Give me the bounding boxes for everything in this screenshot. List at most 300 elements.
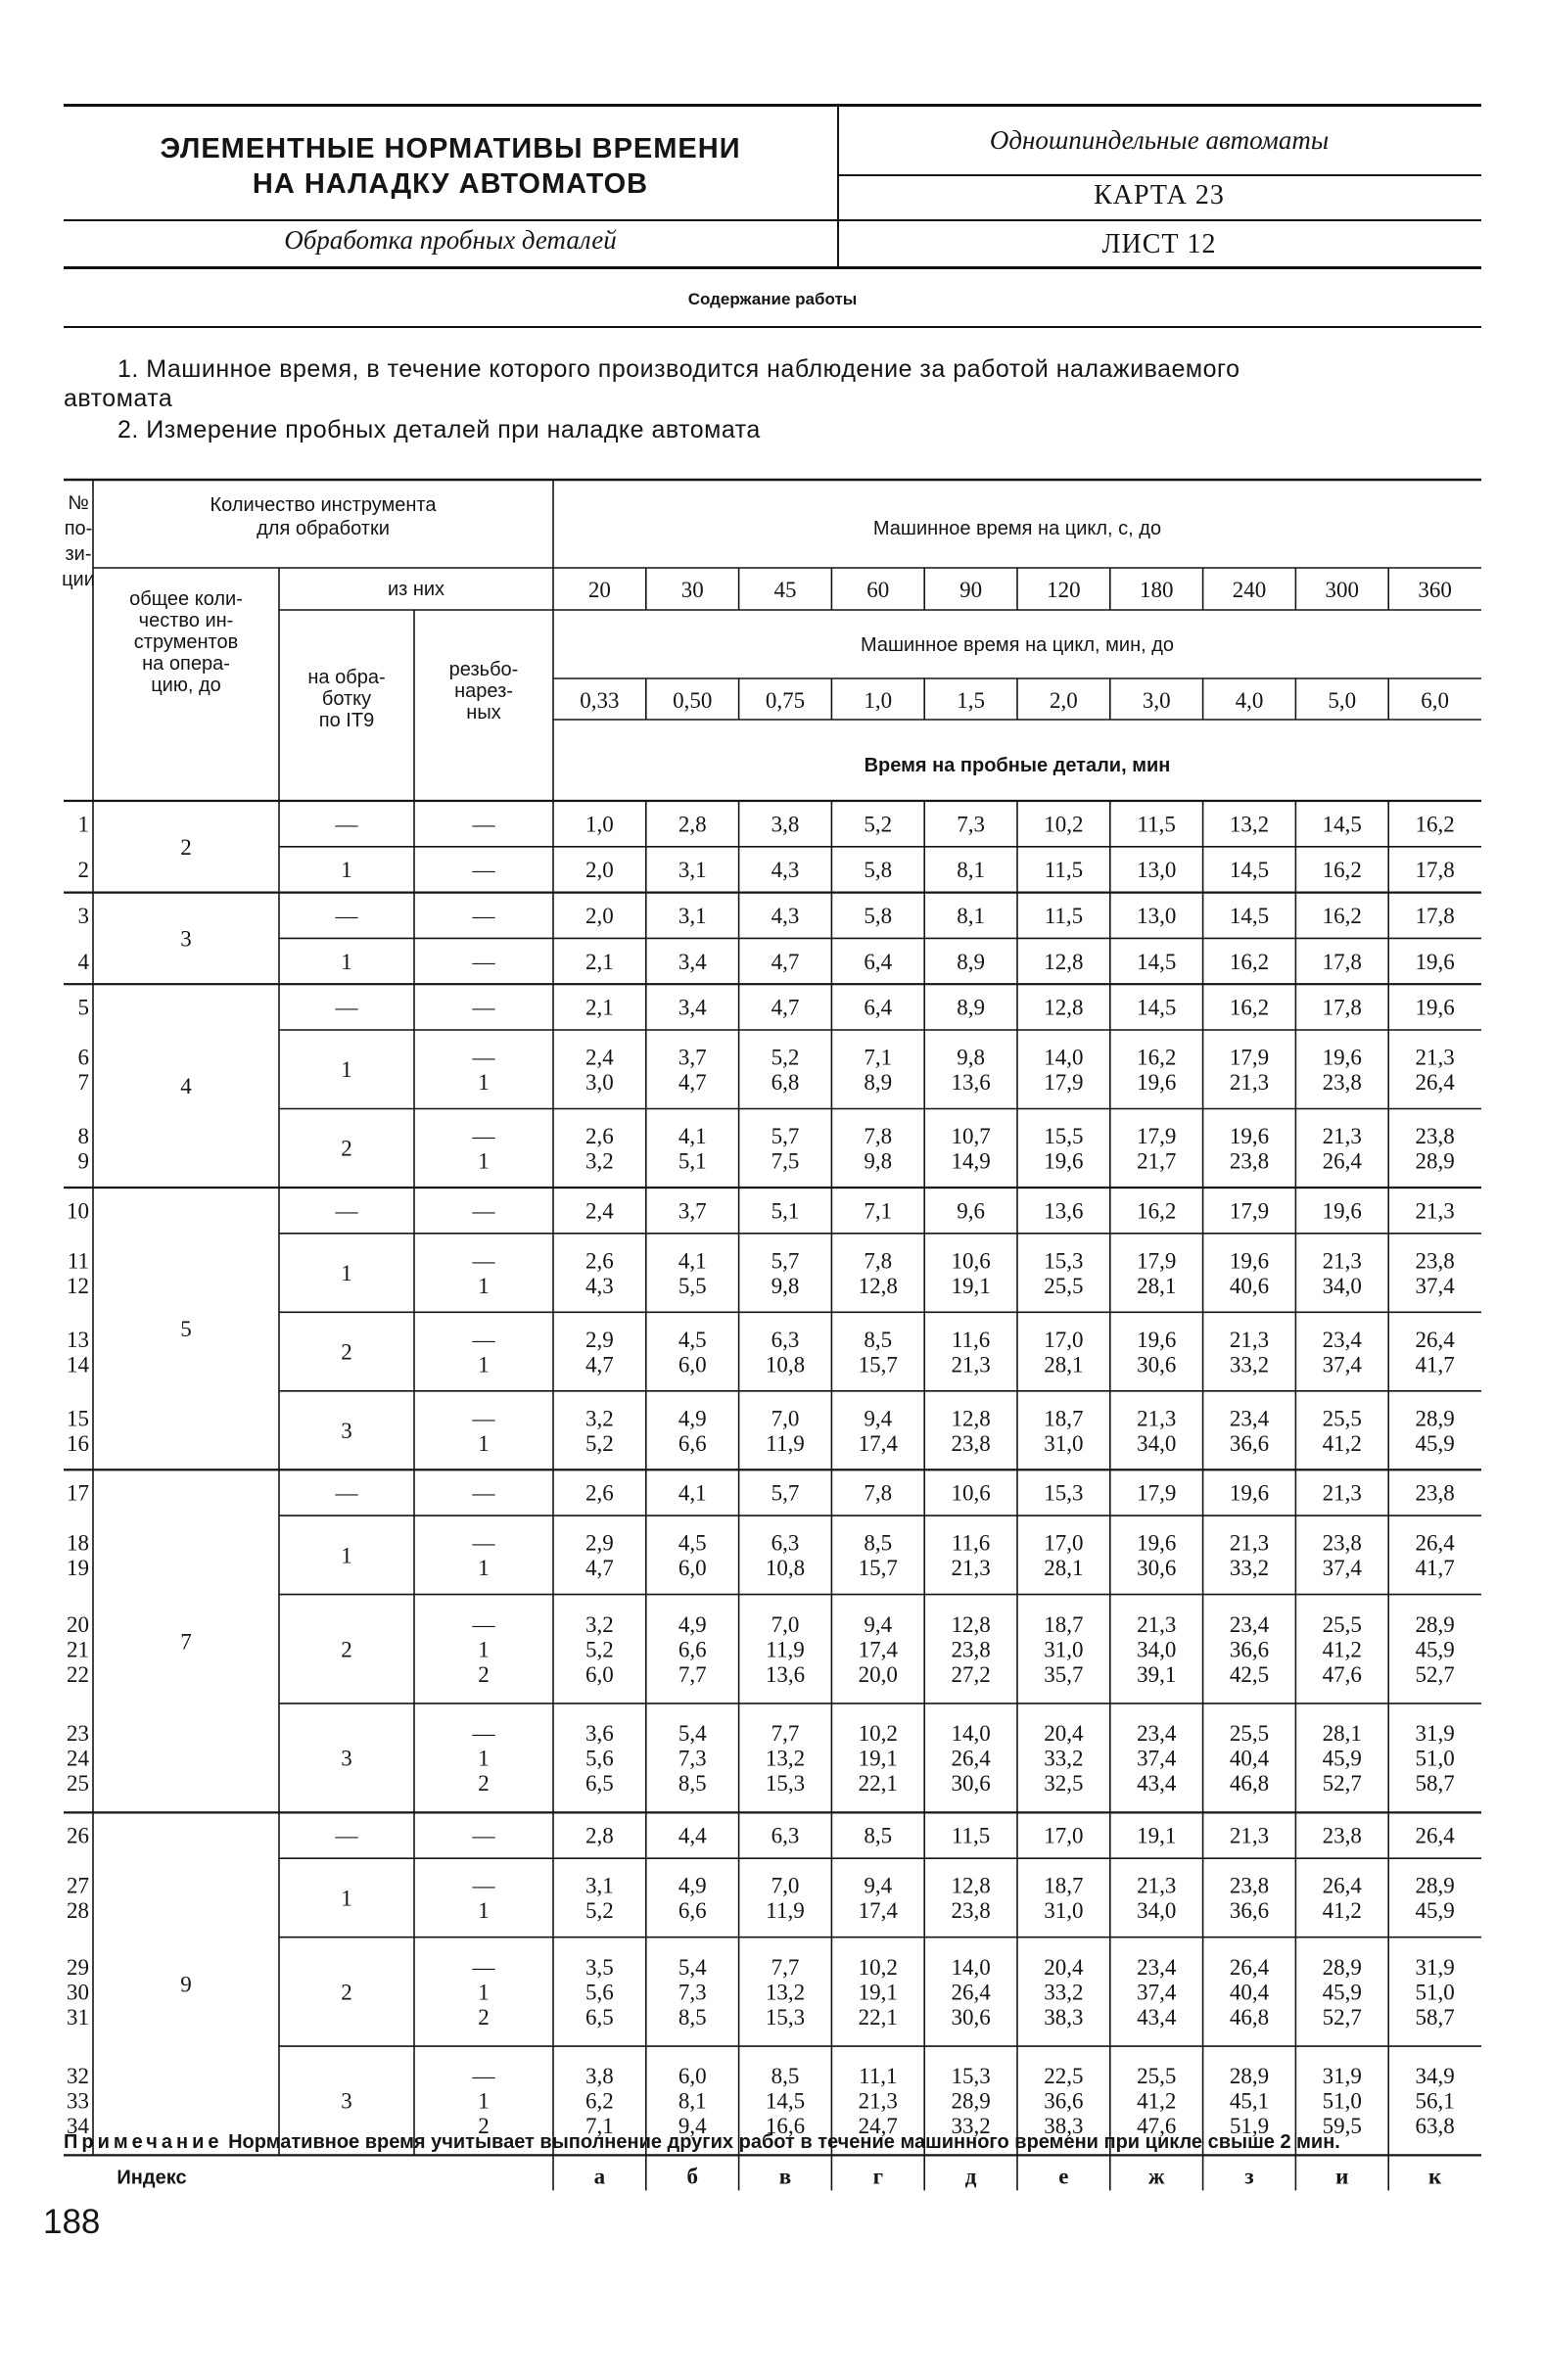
threading-count-cell: 1 (478, 1898, 490, 1924)
time-value-cell: 17,9 (1044, 1069, 1084, 1095)
time-value-cell: 21,3 (1415, 1198, 1455, 1224)
time-value-cell: 13,6 (765, 1661, 806, 1687)
time-value-cell: 18,7 (1044, 1611, 1084, 1637)
header-trial-time-label: Время на пробные детали, мин (864, 755, 1171, 776)
time-value-cell: 17,0 (1044, 1327, 1084, 1352)
time-value-cell: 4,5 (678, 1530, 707, 1556)
time-value-cell: 4,7 (771, 995, 800, 1020)
time-value-cell: 33,2 (951, 2114, 991, 2139)
time-value-cell: 5,7 (771, 1248, 800, 1274)
time-value-cell: 11,6 (951, 1327, 991, 1352)
time-value-cell: 6,3 (771, 1530, 800, 1556)
time-value-cell: 41,2 (1322, 1898, 1362, 1924)
time-value-cell: 19,6 (1415, 995, 1455, 1020)
time-value-cell: 26,4 (1415, 1823, 1455, 1848)
threading-count-cell: 2 (478, 1771, 490, 1797)
time-value-cell: 12,8 (951, 1611, 991, 1637)
threading-count-cell: — (472, 1530, 495, 1556)
header-minutes-value: 5,0 (1328, 688, 1357, 713)
time-value-cell: 8,5 (771, 2064, 800, 2089)
time-value-cell: 23,8 (1415, 1480, 1455, 1506)
time-value-cell: 45,9 (1322, 1980, 1362, 2005)
time-value-cell: 36,6 (1229, 1430, 1270, 1456)
time-value-cell: 51,9 (1229, 2114, 1270, 2139)
time-value-cell: 17,9 (1137, 1480, 1177, 1506)
content-item-2: 2. Измерение пробных деталей при наладке автомата (117, 416, 761, 443)
machining-count-cell: — (335, 1480, 358, 1506)
time-value-cell: 14,0 (1044, 1045, 1084, 1070)
threading-count-cell: 1 (478, 1637, 490, 1662)
time-value-cell: 37,4 (1322, 1556, 1362, 1581)
time-value-cell: 31,9 (1322, 2064, 1362, 2089)
time-value-cell: 6,2 (585, 2088, 614, 2114)
header-seconds-value: 360 (1418, 578, 1452, 602)
time-value-cell: 8,5 (678, 2004, 707, 2030)
time-value-cell: 46,8 (1229, 1771, 1270, 1797)
time-value-cell: 19,6 (1137, 1069, 1177, 1095)
time-value-cell: 2,6 (585, 1123, 614, 1148)
time-value-cell: 7,8 (864, 1123, 893, 1148)
time-value-cell: 37,4 (1137, 1980, 1177, 2005)
machining-count-cell: — (335, 812, 358, 837)
position-number-cell: 3 (77, 904, 89, 928)
time-value-cell: 14,5 (1137, 949, 1177, 974)
position-number-cell: 12 (67, 1273, 89, 1298)
time-value-cell: 17,4 (858, 1637, 898, 1662)
time-value-cell: 12,8 (951, 1406, 991, 1431)
time-value-cell: 14,5 (1229, 858, 1270, 883)
time-value-cell: 12,8 (1044, 995, 1084, 1020)
time-value-cell: 7,3 (678, 1980, 707, 2005)
time-value-cell: 31,9 (1415, 1954, 1455, 1980)
time-value-cell: 5,8 (864, 858, 893, 883)
time-value-cell: 51,0 (1415, 1980, 1455, 2005)
time-value-cell: 21,3 (1229, 1823, 1270, 1848)
time-value-cell: 14,5 (1229, 904, 1270, 928)
time-value-cell: 46,8 (1229, 2004, 1270, 2030)
time-value-cell: 12,8 (858, 1273, 898, 1298)
time-value-cell: 6,0 (678, 2064, 707, 2089)
time-value-cell: 16,2 (1322, 904, 1362, 928)
header-left-rule (64, 219, 837, 221)
time-value-cell: 15,3 (765, 1771, 806, 1797)
index-value-cell: к (1427, 2164, 1442, 2189)
time-value-cell: 35,7 (1044, 1661, 1084, 1687)
header-right-rule-2 (837, 219, 1481, 221)
threading-count-cell: — (472, 812, 495, 837)
time-value-cell: 26,4 (1322, 1873, 1362, 1898)
time-value-cell: 13,6 (951, 1069, 991, 1095)
time-value-cell: 4,7 (585, 1352, 614, 1377)
header-total-tools-label: чество ин- (138, 610, 234, 631)
time-value-cell: 19,6 (1322, 1045, 1362, 1070)
time-value-cell: 5,2 (771, 1045, 800, 1070)
header-minutes-value: 2,0 (1050, 688, 1078, 713)
time-value-cell: 21,3 (1322, 1123, 1362, 1148)
time-value-cell: 2,0 (585, 858, 614, 883)
time-value-cell: 45,9 (1322, 1746, 1362, 1771)
time-value-cell: 19,1 (1137, 1823, 1177, 1848)
time-value-cell: 27,2 (951, 1661, 991, 1687)
time-value-cell: 25,5 (1044, 1273, 1084, 1298)
time-value-cell: 38,3 (1044, 2004, 1084, 2030)
header-tools-label: Количество инструмента (210, 494, 437, 516)
time-value-cell: 19,6 (1137, 1327, 1177, 1352)
time-value-cell: 16,2 (1137, 1198, 1177, 1224)
time-value-cell: 11,5 (1044, 858, 1084, 883)
header-bottom-rule (64, 266, 1481, 269)
position-number-cell: 21 (67, 1637, 89, 1662)
time-value-cell: 2,4 (585, 1045, 614, 1070)
threading-count-cell: 1 (478, 1556, 490, 1581)
header-position-label: № (68, 492, 89, 514)
time-value-cell: 8,9 (957, 995, 985, 1020)
time-value-cell: 18,7 (1044, 1406, 1084, 1431)
time-value-cell: 25,5 (1137, 2064, 1177, 2089)
time-value-cell: 28,1 (1044, 1352, 1084, 1377)
time-value-cell: 19,1 (858, 1980, 898, 2005)
time-value-cell: 14,0 (951, 1954, 991, 1980)
threading-count-cell: — (472, 1611, 495, 1637)
time-value-cell: 23,8 (1415, 1248, 1455, 1274)
header-minutes-value: 1,0 (864, 688, 893, 713)
time-value-cell: 12,8 (951, 1873, 991, 1898)
time-value-cell: 17,9 (1137, 1123, 1177, 1148)
index-value-cell: г (872, 2164, 884, 2189)
time-value-cell: 19,6 (1137, 1530, 1177, 1556)
time-value-cell: 6,3 (771, 1327, 800, 1352)
time-value-cell: 11,5 (1044, 904, 1084, 928)
time-value-cell: 52,7 (1415, 1661, 1455, 1687)
header-seconds-value: 20 (587, 578, 611, 602)
header-machining-label: на обра- (307, 667, 386, 688)
threading-count-cell: 1 (478, 1430, 490, 1456)
time-value-cell: 31,0 (1044, 1898, 1084, 1924)
time-value-cell: 15,3 (1044, 1248, 1084, 1274)
time-value-cell: 40,4 (1229, 1746, 1270, 1771)
threading-count-cell: — (472, 1721, 495, 1747)
time-value-cell: 36,6 (1229, 1637, 1270, 1662)
time-value-cell: 2,1 (585, 949, 614, 974)
time-value-cell: 23,8 (1415, 1123, 1455, 1148)
index-value-cell: ж (1147, 2164, 1165, 2189)
time-value-cell: 3,0 (585, 1069, 614, 1095)
threading-count-cell: — (472, 1480, 495, 1506)
position-number-cell: 31 (67, 2004, 89, 2030)
time-value-cell: 26,4 (1415, 1069, 1455, 1095)
total-tools-cell: 9 (180, 1972, 192, 1997)
time-value-cell: 23,8 (951, 1898, 991, 1924)
time-value-cell: 33,2 (1229, 1352, 1270, 1377)
machining-count-cell: 1 (341, 1261, 352, 1286)
time-value-cell: 2,6 (585, 1248, 614, 1274)
time-value-cell: 5,6 (585, 1746, 614, 1771)
header-total-tools-label: общее коли- (129, 588, 243, 610)
position-number-cell: 9 (77, 1148, 89, 1174)
time-value-cell: 34,0 (1322, 1273, 1362, 1298)
time-value-cell: 58,7 (1415, 2004, 1455, 2030)
time-value-cell: 8,1 (957, 858, 985, 883)
time-value-cell: 14,5 (1137, 995, 1177, 1020)
time-value-cell: 19,6 (1415, 949, 1455, 974)
time-value-cell: 21,3 (1229, 1530, 1270, 1556)
time-value-cell: 8,5 (864, 1823, 893, 1848)
position-number-cell: 2 (77, 858, 89, 883)
time-value-cell: 15,3 (765, 2004, 806, 2030)
time-value-cell: 32,5 (1044, 1771, 1084, 1797)
header-threading-label: нарез- (454, 680, 513, 702)
time-value-cell: 10,2 (858, 1721, 898, 1747)
time-value-cell: 11,6 (951, 1530, 991, 1556)
time-value-cell: 7,1 (585, 2114, 614, 2139)
time-value-cell: 4,9 (678, 1611, 707, 1637)
time-value-cell: 4,1 (678, 1480, 707, 1506)
machining-count-cell: 2 (341, 1136, 352, 1161)
time-value-cell: 39,1 (1137, 1661, 1177, 1687)
time-value-cell: 17,9 (1229, 1198, 1270, 1224)
time-value-cell: 7,1 (864, 1198, 893, 1224)
header-seconds-value: 300 (1325, 578, 1360, 602)
time-value-cell: 9,4 (864, 1406, 893, 1431)
time-value-cell: 19,6 (1044, 1148, 1084, 1174)
position-number-cell: 33 (67, 2088, 89, 2114)
time-value-cell: 10,6 (951, 1480, 991, 1506)
position-number-cell: 11 (67, 1248, 89, 1274)
time-value-cell: 5,7 (771, 1123, 800, 1148)
time-value-cell: 28,9 (951, 2088, 991, 2114)
time-value-cell: 56,1 (1415, 2088, 1455, 2114)
time-value-cell: 45,1 (1229, 2088, 1270, 2114)
time-value-cell: 33,2 (1044, 1980, 1084, 2005)
time-value-cell: 13,0 (1137, 858, 1177, 883)
time-value-cell: 5,2 (585, 1430, 614, 1456)
time-value-cell: 13,2 (765, 1746, 806, 1771)
time-value-cell: 4,1 (678, 1248, 707, 1274)
time-value-cell: 21,3 (951, 1556, 991, 1581)
time-value-cell: 3,2 (585, 1406, 614, 1431)
time-value-cell: 21,3 (951, 1352, 991, 1377)
position-number-cell: 5 (77, 995, 89, 1020)
threading-count-cell: — (472, 858, 495, 883)
time-value-cell: 3,4 (678, 949, 707, 974)
time-value-cell: 7,1 (864, 1045, 893, 1070)
time-value-cell: 4,1 (678, 1123, 707, 1148)
time-value-cell: 17,0 (1044, 1823, 1084, 1848)
time-value-cell: 5,7 (771, 1480, 800, 1506)
time-value-cell: 17,8 (1415, 904, 1455, 928)
time-value-cell: 4,9 (678, 1406, 707, 1431)
threading-count-cell: — (472, 1045, 495, 1070)
time-value-cell: 5,5 (678, 1273, 707, 1298)
time-value-cell: 2,9 (585, 1530, 614, 1556)
time-value-cell: 20,0 (858, 1661, 898, 1687)
header-minutes-value: 3,0 (1142, 688, 1171, 713)
time-value-cell: 26,4 (1415, 1327, 1455, 1352)
time-value-cell: 23,8 (1322, 1823, 1362, 1848)
time-value-cell: 16,2 (1415, 812, 1455, 837)
time-value-cell: 51,0 (1415, 1746, 1455, 1771)
sheet-number: ЛИСТ 12 (1101, 229, 1217, 259)
time-value-cell: 14,0 (951, 1721, 991, 1747)
time-value-cell: 17,8 (1322, 949, 1362, 974)
time-value-cell: 21,3 (1415, 1045, 1455, 1070)
header-of-them-label: из них (387, 579, 445, 600)
time-value-cell: 26,4 (1415, 1530, 1455, 1556)
machine-type: Одношпиндельные автоматы (989, 125, 1330, 155)
threading-count-cell: 1 (478, 1148, 490, 1174)
threading-count-cell: 1 (478, 1273, 490, 1298)
time-value-cell: 4,3 (771, 904, 800, 928)
time-value-cell: 13,0 (1137, 904, 1177, 928)
time-value-cell: 23,8 (951, 1430, 991, 1456)
threading-count-cell: — (472, 2064, 495, 2089)
machining-count-cell: 1 (341, 1886, 352, 1911)
position-number-cell: 25 (67, 1771, 89, 1797)
time-value-cell: 11,1 (859, 2064, 898, 2089)
header-total-tools-label: струментов (133, 631, 239, 653)
time-value-cell: 37,4 (1322, 1352, 1362, 1377)
time-value-cell: 19,6 (1229, 1123, 1270, 1148)
time-value-cell: 52,7 (1322, 2004, 1362, 2030)
time-value-cell: 6,6 (678, 1430, 707, 1456)
time-value-cell: 43,4 (1137, 1771, 1177, 1797)
time-value-cell: 5,2 (864, 812, 893, 837)
time-value-cell: 28,9 (1322, 1954, 1362, 1980)
time-value-cell: 9,4 (678, 2114, 707, 2139)
machining-count-cell: 3 (341, 1746, 352, 1771)
time-value-cell: 5,1 (771, 1198, 800, 1224)
machining-count-cell: 2 (341, 1980, 352, 2005)
threading-count-cell: — (472, 949, 495, 974)
time-value-cell: 11,5 (951, 1823, 991, 1848)
time-value-cell: 3,2 (585, 1611, 614, 1637)
time-value-cell: 26,4 (1322, 1148, 1362, 1174)
time-value-cell: 2,6 (585, 1480, 614, 1506)
time-value-cell: 19,1 (951, 1273, 991, 1298)
time-value-cell: 38,3 (1044, 2114, 1084, 2139)
time-value-cell: 23,8 (1322, 1069, 1362, 1095)
header-total-tools-label: на опера- (142, 653, 230, 675)
time-value-cell: 23,8 (951, 1637, 991, 1662)
time-value-cell: 17,9 (1229, 1045, 1270, 1070)
machining-count-cell: 2 (341, 1637, 352, 1662)
time-value-cell: 34,0 (1137, 1430, 1177, 1456)
header-minutes-value: 1,5 (957, 688, 985, 713)
position-number-cell: 8 (77, 1123, 89, 1148)
time-value-cell: 22,5 (1044, 2064, 1084, 2089)
time-value-cell: 24,7 (858, 2114, 898, 2139)
machining-count-cell: 1 (341, 1543, 352, 1568)
time-value-cell: 7,7 (771, 1721, 800, 1747)
time-value-cell: 1,0 (585, 812, 614, 837)
time-value-cell: 19,6 (1229, 1480, 1270, 1506)
time-value-cell: 42,5 (1229, 1661, 1270, 1687)
threading-count-cell: 1 (478, 1352, 490, 1377)
time-value-cell: 14,5 (1322, 812, 1362, 837)
position-number-cell: 14 (67, 1352, 89, 1377)
time-value-cell: 3,1 (678, 858, 707, 883)
time-value-cell: 17,4 (858, 1898, 898, 1924)
index-value-cell: а (593, 2164, 606, 2189)
title-line-2: НА НАЛАДКУ АВТОМАТОВ (252, 168, 649, 200)
time-value-cell: 8,5 (864, 1530, 893, 1556)
time-value-cell: 9,8 (771, 1273, 800, 1298)
time-value-cell: 7,7 (771, 1954, 800, 1980)
time-value-cell: 7,8 (864, 1480, 893, 1506)
time-value-cell: 16,2 (1229, 995, 1270, 1020)
header-total-tools-label: цию, до (151, 675, 221, 696)
time-value-cell: 7,3 (678, 1746, 707, 1771)
time-value-cell: 6,5 (585, 1771, 614, 1797)
time-value-cell: 8,5 (864, 1327, 893, 1352)
total-tools-cell: 7 (180, 1629, 192, 1655)
time-value-cell: 3,5 (585, 1954, 614, 1980)
threading-count-cell: — (472, 1406, 495, 1431)
time-value-cell: 6,5 (585, 2004, 614, 2030)
time-value-cell: 11,9 (766, 1898, 805, 1924)
machining-count-cell: 3 (341, 1419, 352, 1444)
time-value-cell: 3,2 (585, 1148, 614, 1174)
time-value-cell: 30,6 (951, 2004, 991, 2030)
time-value-cell: 9,8 (864, 1148, 893, 1174)
machining-count-cell: — (335, 1823, 358, 1848)
time-value-cell: 23,4 (1322, 1327, 1362, 1352)
time-value-cell: 9,6 (957, 1198, 985, 1224)
time-value-cell: 41,7 (1415, 1352, 1455, 1377)
threading-count-cell: 2 (478, 1661, 490, 1687)
time-value-cell: 34,0 (1137, 1637, 1177, 1662)
position-number-cell: 28 (67, 1898, 89, 1924)
time-value-cell: 2,4 (585, 1198, 614, 1224)
time-value-cell: 4,9 (678, 1873, 707, 1898)
time-value-cell: 34,0 (1137, 1898, 1177, 1924)
time-value-cell: 21,3 (1137, 1406, 1177, 1431)
time-value-cell: 11,9 (766, 1637, 805, 1662)
time-value-cell: 3,8 (585, 2064, 614, 2089)
time-value-cell: 40,6 (1229, 1273, 1270, 1298)
time-value-cell: 36,6 (1044, 2088, 1084, 2114)
header-machining-label: по IТ9 (318, 710, 375, 731)
machining-count-cell: 1 (341, 1057, 352, 1083)
position-number-cell: 6 (77, 1045, 89, 1070)
time-value-cell: 14,9 (951, 1148, 991, 1174)
threading-count-cell: — (472, 1123, 495, 1148)
content-item-1-line-2: автомата (64, 385, 173, 412)
header-seconds-value: 90 (959, 578, 983, 602)
time-value-cell: 4,3 (771, 858, 800, 883)
header-seconds-value: 180 (1139, 578, 1174, 602)
time-value-cell: 17,0 (1044, 1530, 1084, 1556)
machining-count-cell: — (335, 995, 358, 1020)
time-value-cell: 23,4 (1137, 1721, 1177, 1747)
time-value-cell: 21,3 (1322, 1480, 1362, 1506)
machining-count-cell: 1 (341, 858, 352, 883)
note-text: Нормативное время учитывает выполнение других работ в течение машинного времени при цикле свыше 2 мин. (228, 2131, 1340, 2153)
time-value-cell: 25,5 (1229, 1721, 1270, 1747)
time-value-cell: 13,2 (1229, 812, 1270, 837)
machining-count-cell: — (335, 904, 358, 928)
time-value-cell: 37,4 (1137, 1746, 1177, 1771)
time-value-cell: 41,2 (1322, 1637, 1362, 1662)
time-value-cell: 2,1 (585, 995, 614, 1020)
header-minutes-value: 0,75 (765, 688, 806, 713)
time-value-cell: 23,8 (1322, 1530, 1362, 1556)
time-value-cell: 4,5 (678, 1327, 707, 1352)
position-number-cell: 30 (67, 1980, 89, 2005)
position-number-cell: 24 (67, 1746, 89, 1771)
time-value-cell: 28,9 (1415, 1611, 1455, 1637)
time-value-cell: 10,6 (951, 1248, 991, 1274)
